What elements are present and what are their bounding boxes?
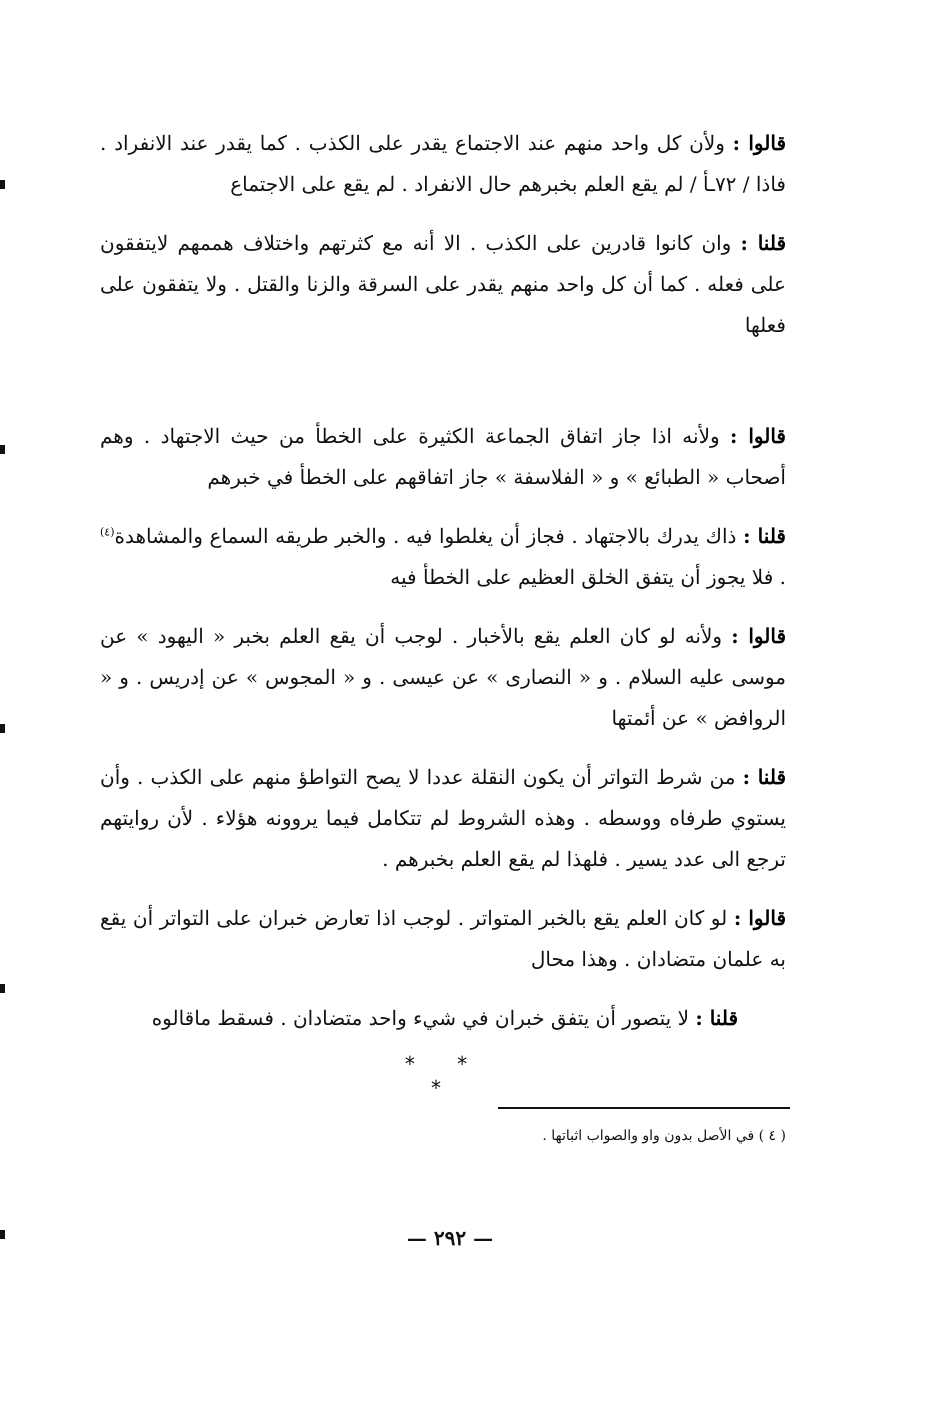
- footnote-divider: [498, 1107, 790, 1109]
- footnote: ( ٤ ) في الأصل بدون واو والصواب اثباتها .: [542, 1128, 786, 1144]
- paragraph-text: ذاك يدرك بالاجتهاد . فجاز أن يغلطوا فيه . والخبر طريقه السماع والمشاهدة: [114, 524, 744, 548]
- margin-mark: [0, 984, 5, 993]
- paragraph-qalu-2: [100, 416, 786, 498]
- page-number: — ٢٩٢ —: [406, 1226, 494, 1250]
- margin-mark: [0, 445, 5, 454]
- margin-mark: [0, 1230, 5, 1239]
- paragraph-text: . فلا يجوز أن يتفق الخلق العظيم على الخطأ فيه: [390, 565, 786, 589]
- paragraph-lead: قلنا :: [743, 524, 786, 548]
- paragraph-text: ولأن كل واحد منهم عند الاجتماع يقدر على الكذب . كما يقدر عند الانفراد . فاذا / ٧٢ـأ / لم يقع العلم بخبرهم حال الانفراد . لم يقع على الاجتماع: [100, 131, 786, 196]
- paragraph-text: لا يتصور أن يتفق خبران في شيء واحد متضادان . فسقط ماقالوه: [151, 1006, 696, 1030]
- paragraph-lead: قالوا :: [733, 906, 786, 930]
- paragraph-qulna-2: [100, 516, 786, 598]
- paragraph-text: ولأنه اذا جاز اتفاق الجماعة الكثيرة على الخطأ من حيث الاجتهاد . وهم أصحاب « الطبائع » و « الفلاسفة » جاز اتفاقهم على الخطأ في خبرهم: [100, 424, 786, 489]
- paragraph-lead: قالوا :: [732, 131, 786, 155]
- paragraph-lead: قلنا :: [740, 231, 787, 255]
- paragraph-lead: قالوا :: [731, 624, 787, 648]
- paragraph-lead: قالوا :: [730, 424, 786, 448]
- section-separator: * * *: [404, 1052, 486, 1100]
- paragraph-text: ولأنه لو كان العلم يقع بالأخبار . لوجب أن يقع العلم بخبر « اليهود » عن موسى عليه السلام . و « النصارى » عن عيسى . و « المجوس » عن إدريس . و « الروافض » عن أئمتها: [100, 624, 786, 730]
- paragraph-qulna-4: [100, 998, 786, 1039]
- paragraph-lead: قلنا :: [742, 765, 787, 789]
- paragraph-qulna-1: [100, 223, 786, 346]
- paragraph-qalu-4: [100, 898, 786, 980]
- body-text-upper: [100, 123, 786, 364]
- paragraph-qulna-3: [100, 757, 786, 880]
- paragraph-lead: قلنا :: [695, 1006, 738, 1030]
- margin-mark: [0, 180, 5, 189]
- paragraph-text: من شرط التواتر أن يكون النقلة عددا لا يصح التواطؤ منهم على الكذب . وأن يستوي طرفاه ووسطه . وهذه الشروط لم تتكامل فيما يروونه هؤلاء . لأن روايتهم ترجع الى عدد يسير . فلهذا لم يقع العلم بخبرهم .: [100, 765, 786, 871]
- paragraph-text: لو كان العلم يقع بالخبر المتواتر . لوجب اذا تعارض خبران على التواتر أن يقع به علمان متضادان . وهذا محال: [100, 906, 786, 971]
- paragraph-qalu-3: [100, 616, 786, 739]
- body-text-lower: [100, 416, 786, 1057]
- footnote-reference[interactable]: (٤): [100, 525, 115, 539]
- paragraph-qalu-1: [100, 123, 786, 205]
- paragraph-text: وان كانوا قادرين على الكذب . الا أنه مع كثرتهم واختلاف هممهم لايتفقون على فعله . كما أن كل واحد منهم يقدر على السرقة والزنا والقتل . ولا يتفقون على فعلها: [100, 231, 786, 337]
- margin-mark: [0, 724, 5, 733]
